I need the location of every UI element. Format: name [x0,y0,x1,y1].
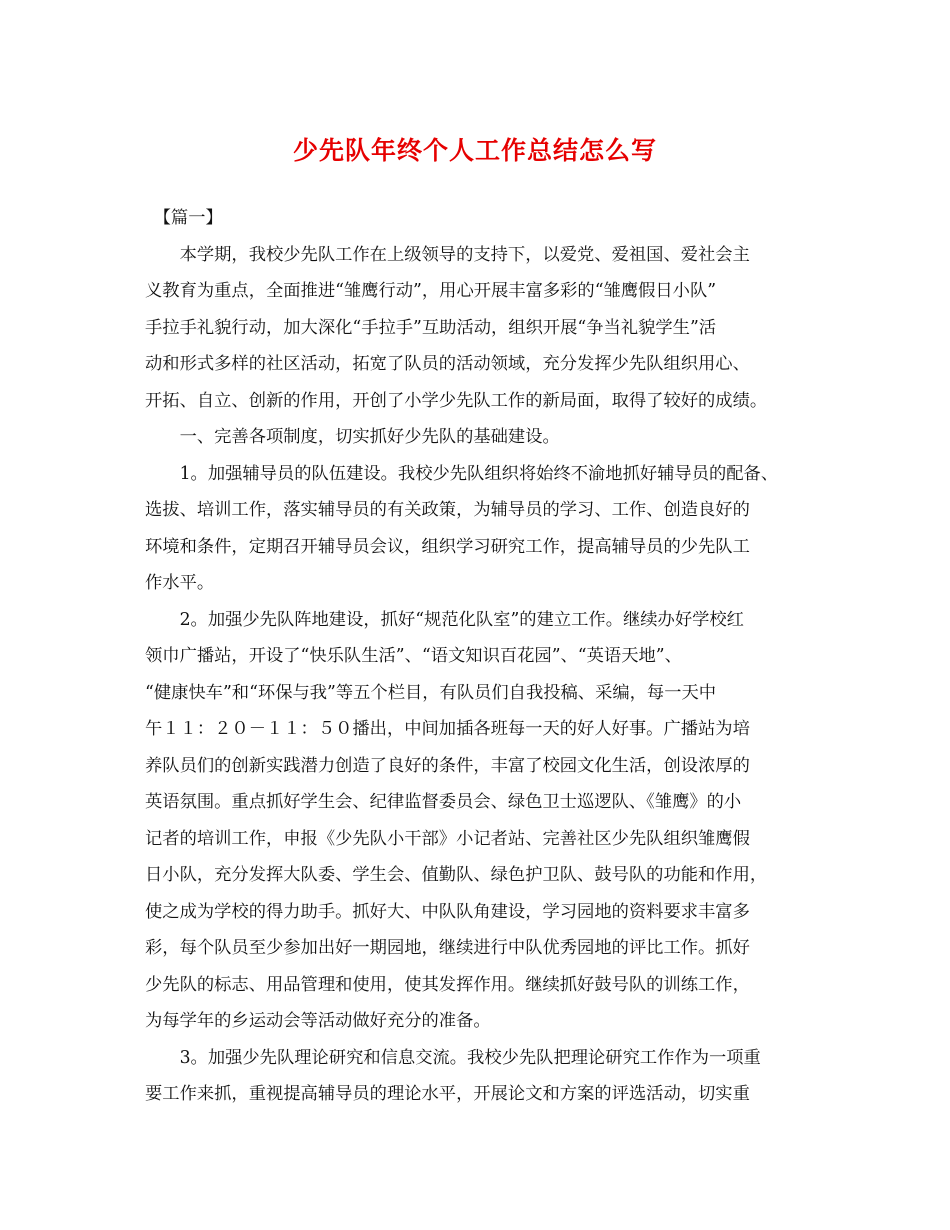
paragraph-line: 手拉手礼貌行动，加大深化“手拉手”互助活动，组织开展“争当礼貌学生”活 [145,318,717,338]
paragraph-line: 少先队的标志、用品管理和使用，使其发挥作用。继续抓好鼓号队的训练工作， [145,975,750,995]
paragraph-line: 英语氛围。重点抓好学生会、纪律监督委员会、绿色卫士巡逻队、《雏鹰》的小 [145,792,742,812]
document-title: 少先队年终个人工作总结怎么写 [292,136,657,165]
subheading-line: 一、完善各项制度，切实抓好少先队的基础建设。 [145,427,560,447]
paragraph-line: 日小队，充分发挥大队委、学生会、值勤队、绿色护卫队、鼓号队的功能和作用， [145,865,768,885]
paragraph-line: “健康快车”和“环保与我”等五个栏目，有队员们自我投稿、采编，每一天中 [145,683,717,703]
paragraph-line: 记者的培训工作，申报《少先队小干部》小记者站、完善社区少先队组织雏鹰假 [145,829,750,849]
section-heading: 【篇一】 [145,208,223,228]
paragraph-line: 环境和条件，定期召开辅导员会议，组织学习研究工作，提高辅导员的少先队工 [145,537,750,557]
paragraph-line: 本学期，我校少先队工作在上级领导的支持下，以爱党、爱祖国、爱社会主 [145,245,750,265]
paragraph-line: 2。加强少先队阵地建设，抓好“规范化队室”的建立工作。继续办好学校红 [145,610,744,630]
paragraph-line: 使之成为学校的得力助手。抓好大、中队队角建设，学习园地的资料要求丰富多 [145,902,750,922]
paragraph-line: 为每学年的乡运动会等活动做好充分的准备。 [145,1011,491,1031]
paragraph-line: 作水平。 [145,573,215,593]
paragraph-line: 要工作来抓，重视提高辅导员的理论水平，开展论文和方案的评选活动，切实重 [145,1084,750,1104]
paragraph-line: 选拔、培训工作，落实辅导员的有关政策，为辅导员的学习、工作、创造良好的 [145,500,750,520]
paragraph-line: 领巾广播站，开设了“快乐队生活”、“语文知识百花园”、“英语天地”、 [145,646,682,666]
paragraph-line: 义教育为重点，全面推进“雏鹰行动”，用心开展丰富多彩的“雏鹰假日小队” [145,281,717,301]
paragraph-line: 动和形式多样的社区活动，拓宽了队员的活动领域，充分发挥少先队组织用心、 [145,354,750,374]
paragraph-line: 1。加强辅导员的队伍建设。我校少先队组织将始终不渝地抓好辅导员的配备、 [145,464,779,484]
paragraph-line: 开拓、自立、创新的作用，开创了小学少先队工作的新局面，取得了较好的成绩。 [145,391,768,411]
paragraph-line: 3。加强少先队理论研究和信息交流。我校少先队把理论研究工作作为一项重 [145,1048,761,1068]
paragraph-line: 午１１：２０－１１：５０播出，中间加插各班每一天的好人好事。广播站为培 [145,719,750,739]
paragraph-line: 养队员们的创新实践潜力创造了良好的条件，丰富了校园文化生活，创设浓厚的 [145,756,750,776]
paragraph-line: 彩，每个队员至少参加出好一期园地，继续进行中队优秀园地的评比工作。抓好 [145,938,750,958]
